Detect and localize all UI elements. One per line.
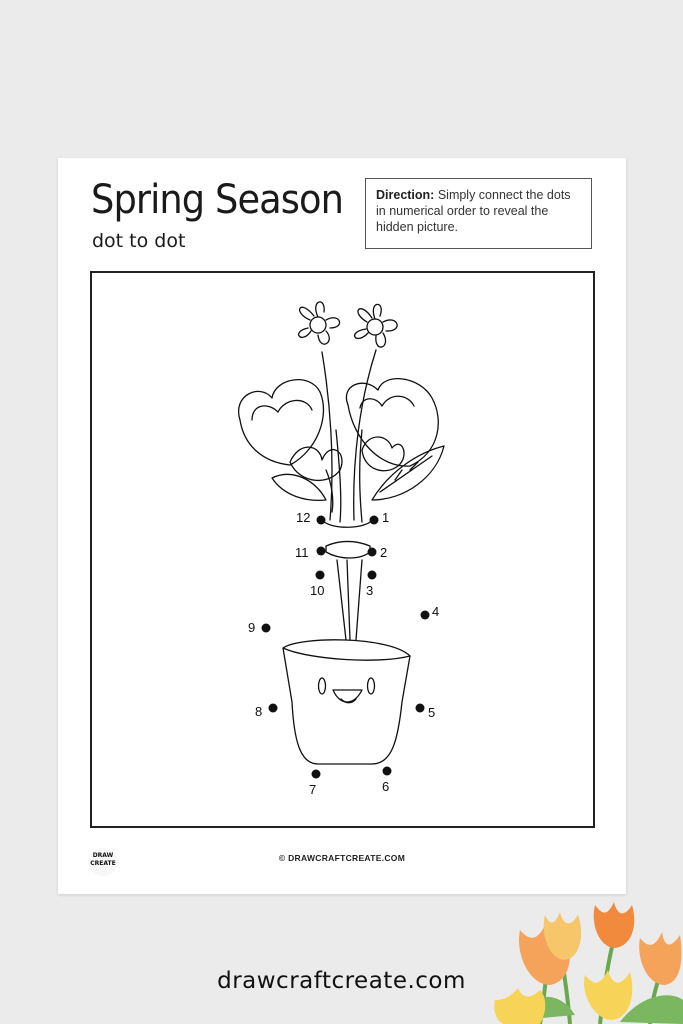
page-subtitle: dot to dot: [92, 230, 186, 252]
direction-text: Simply connect the dots in numerical order to reveal the hidden picture.: [376, 188, 571, 234]
dot-label-6: 6: [382, 779, 390, 794]
dot-2: [368, 548, 377, 557]
dot-12: [317, 516, 326, 525]
decorative-tulips: [494, 902, 683, 1024]
copyright-text: © DRAWCRAFTCREATE.COM: [278, 853, 406, 863]
dot-7: [312, 770, 321, 779]
dot-label-7: 7: [309, 782, 317, 797]
dot-label-12: 12: [296, 510, 311, 525]
dot-label-8: 8: [255, 704, 263, 719]
dot-labels: [248, 510, 439, 797]
smiling-pot: [283, 640, 410, 764]
dot-11: [317, 547, 326, 556]
dot-label-10: 10: [310, 583, 325, 598]
dot-10: [316, 571, 325, 580]
dot-label-11: 11: [295, 545, 309, 560]
brand-logo: DRAW CREATE: [88, 848, 118, 876]
flower-bouquet-drawing: [239, 302, 444, 764]
page-title: Spring Season: [91, 177, 344, 223]
footer-site-link[interactable]: drawcraftcreate.com: [217, 968, 466, 994]
dot-points: [262, 516, 430, 779]
dot-label-2: 2: [380, 545, 388, 560]
dot-label-4: 4: [432, 604, 440, 619]
dot-8: [269, 704, 278, 713]
dot-label-5: 5: [428, 705, 436, 720]
dot-1: [370, 516, 379, 525]
dot-9: [262, 624, 271, 633]
daisy-flower-right: [355, 304, 398, 347]
dot-5: [416, 704, 425, 713]
dot-4: [421, 611, 430, 620]
heart-flower-left: [239, 380, 324, 465]
daisy-flower-left: [299, 302, 340, 344]
dot-3: [368, 571, 377, 580]
dot-label-3: 3: [366, 583, 374, 598]
dot-6: [383, 767, 392, 776]
dot-label-1: 1: [382, 510, 390, 525]
dot-label-9: 9: [248, 620, 256, 635]
direction-label: Direction:: [376, 188, 435, 202]
